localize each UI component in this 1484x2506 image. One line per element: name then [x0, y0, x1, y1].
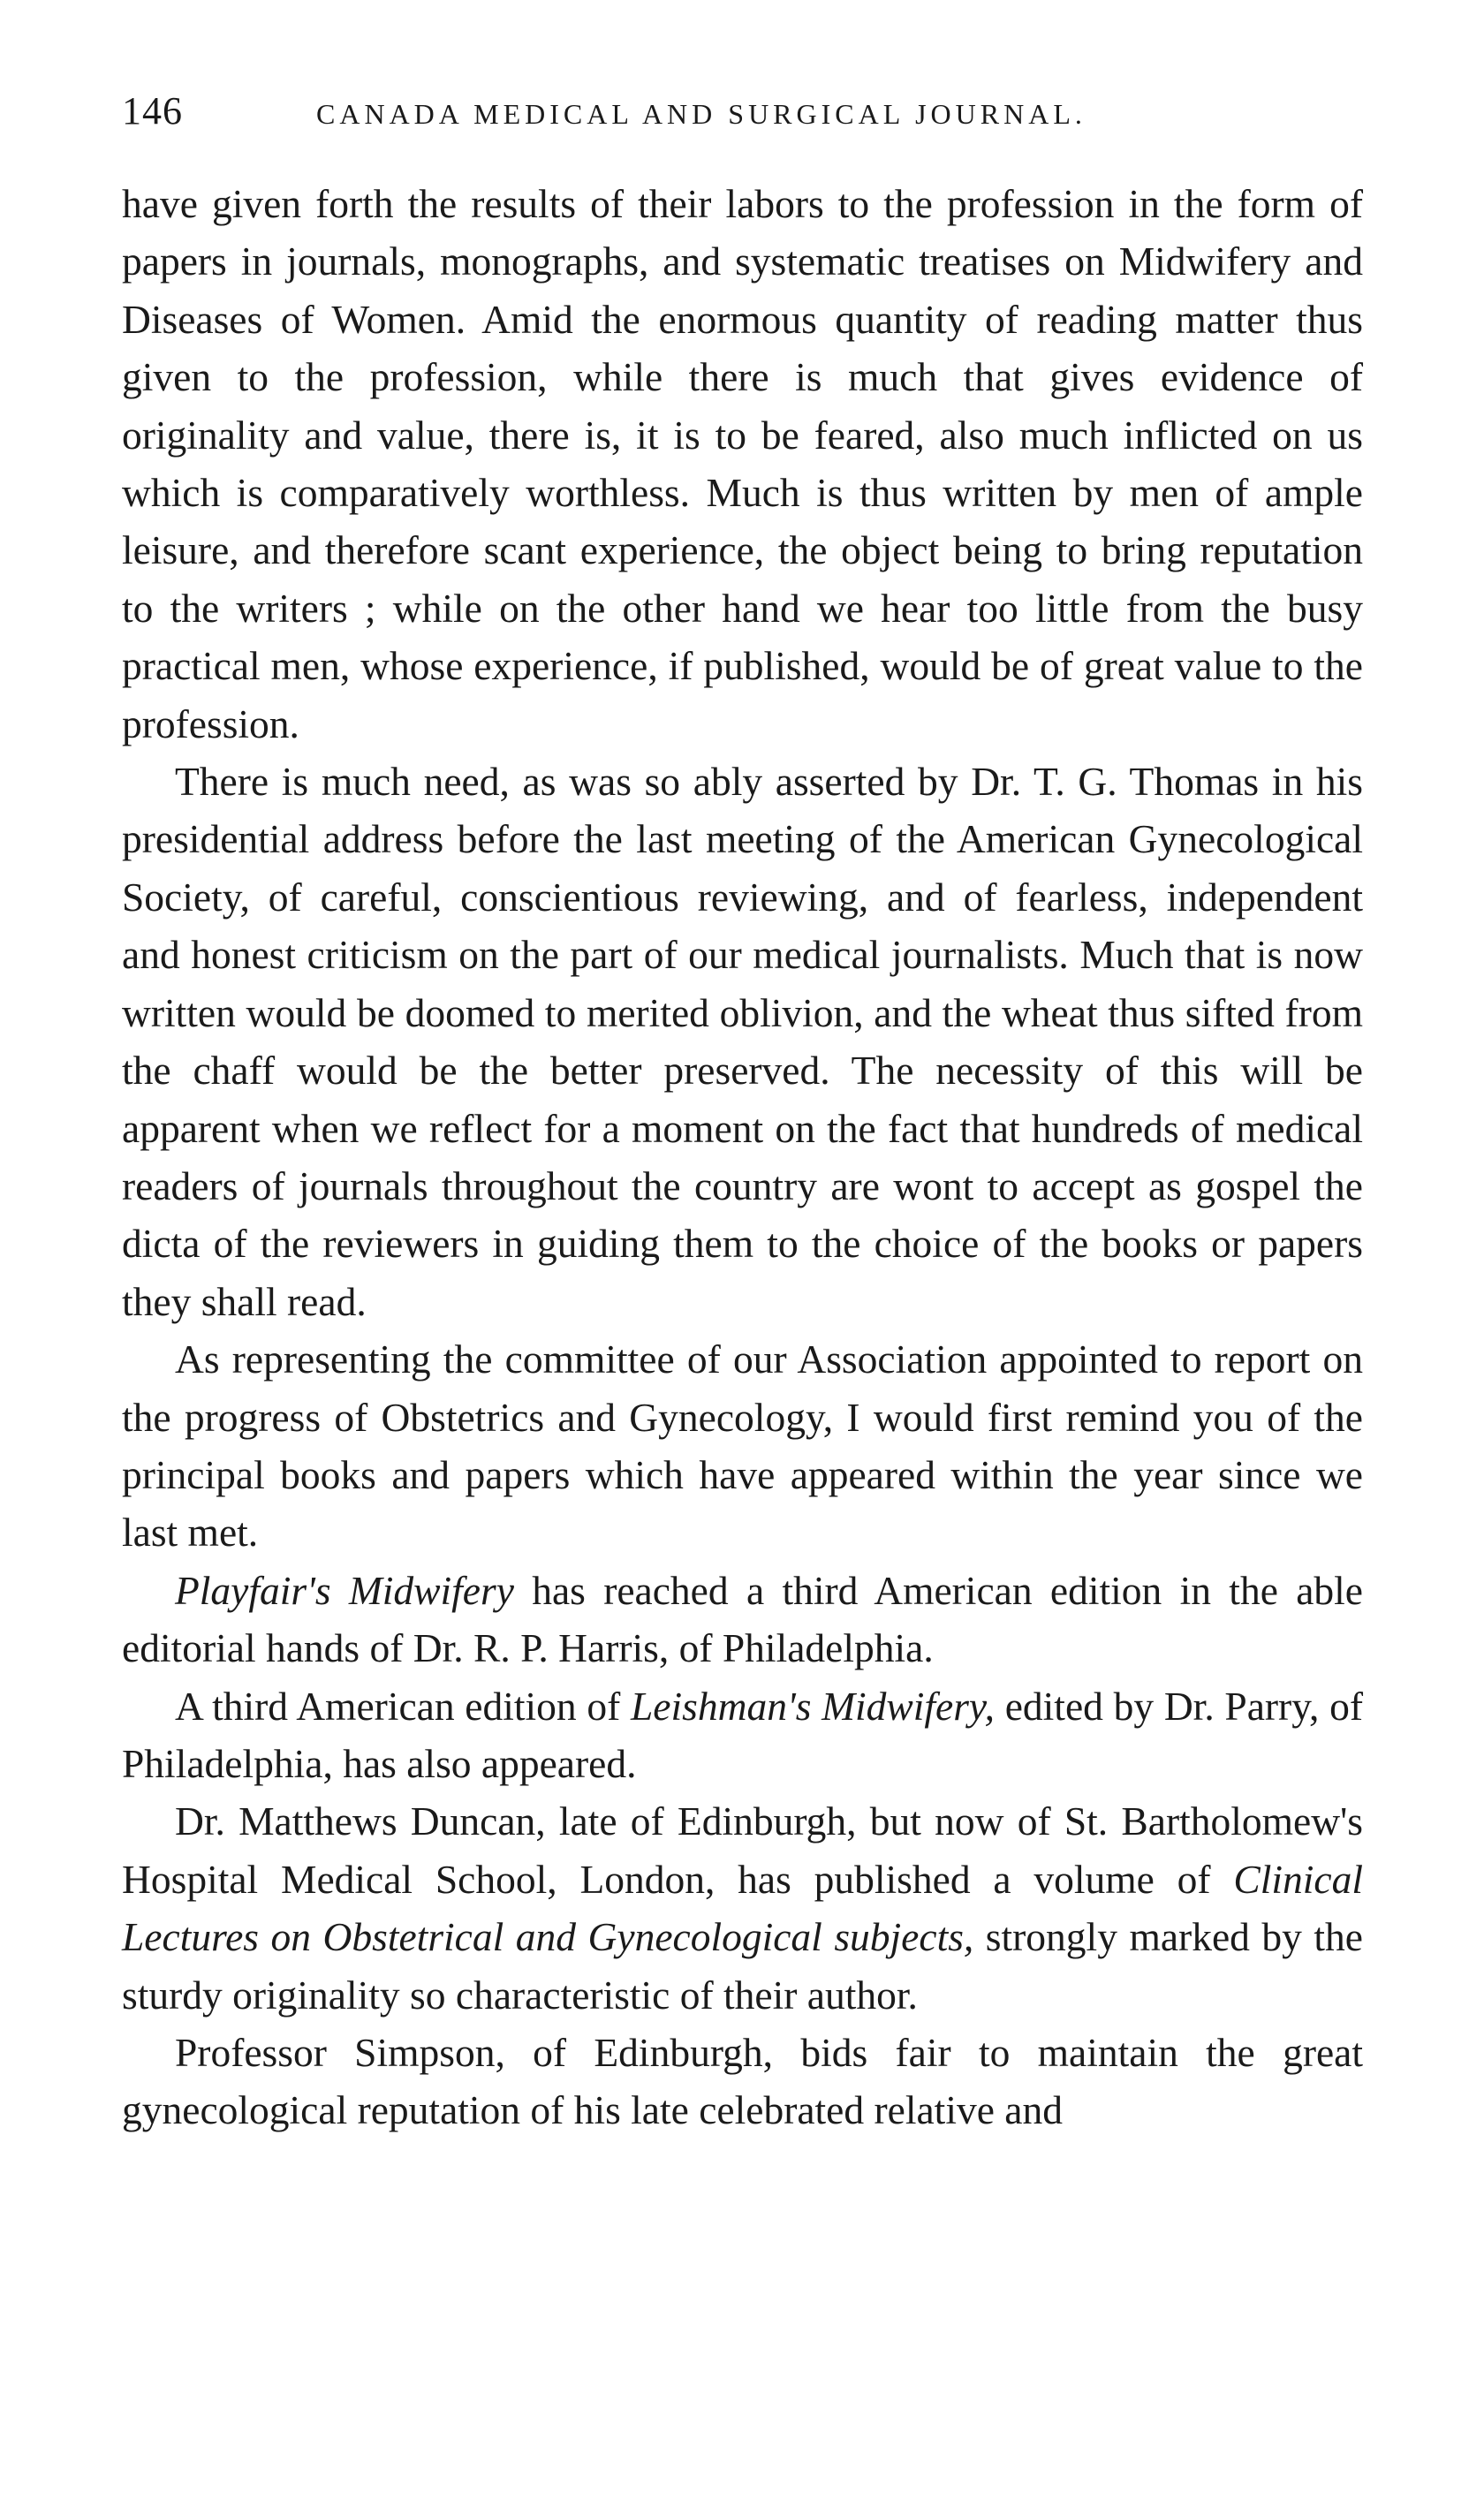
paragraph-leishman-text: edited by Dr. Parry, of Philadelphia, has also appeared.	[122, 1683, 1363, 1786]
page-number: 146	[122, 89, 183, 132]
paragraph-leishman	[122, 1677, 1363, 1793]
book-title-clinical-lectures: Clinical Lectures on Obstetrical and Gynecological subjects,	[122, 1856, 1363, 1960]
paragraph-continuation: have given forth the results of their labors to the profession in the form of papers in journals, monographs, and systematic treatises on Midwifery and Diseases of Women. Amid the enormous quantity of reading matter thus given to the profession, while there is much that gives evidence of originality and value, there is, it is to be feared, also much inflicted on us which is comparatively worthless. Much is thus written by men of ample leisure, and therefore scant experience, the object being to bring reputation to the writers ; while on the other hand we hear too little from the busy practical men, whose experience, if published, would be of great value to the profession.	[122, 181, 1363, 746]
book-title-leishman: Leishman's Midwifery,	[631, 1683, 995, 1729]
journal-title: CANADA MEDICAL AND SURGICAL JOURNAL.	[316, 98, 1086, 130]
book-title-playfair: Playfair's Midwifery	[175, 1567, 514, 1613]
paragraph-duncan-text: strongly marked by the sturdy originality so characteristic of their author.	[122, 1914, 1363, 2018]
paragraph-leishman-lead: A third American edition of	[175, 1683, 631, 1729]
paragraph-duncan	[122, 1792, 1363, 2024]
paragraph-playfair	[122, 1562, 1363, 1677]
paragraph-duncan-lead: Dr. Matthews Duncan, late of Edinburgh, but now of St. Bartholomew's Hospital Medical School, London, has published a volume of	[122, 1798, 1363, 1902]
running-head	[122, 88, 1363, 141]
paragraph-simpson: Professor Simpson, of Edinburgh, bids fair to maintain the great gynecological reputation of his late celebrated relative and	[122, 2030, 1363, 2133]
journal-page	[122, 88, 1363, 2139]
paragraph-committee-report: As representing the committee of our Association appointed to report on the progress of Obstetrics and Gynecology, I would first remind you of the principal books and papers which have appeared within the year since we last met.	[122, 1336, 1363, 1556]
paragraph-playfair-text: has reached a third American edition in the able editorial hands of Dr. R. P. Harris, of Philadelphia.	[122, 1567, 1363, 1671]
paragraph-reviewing-need: There is much need, as was so ably asserted by Dr. T. G. Thomas in his presidential address before the last meeting of the American Gynecological Society, of careful, conscientious reviewing, and of fearless, independent and honest criticism on the part of our medical journalists. Much that is now written would be doomed to merited oblivion, and the wheat thus sifted from the chaff would be the better preserved. The necessity of this will be apparent when we reflect for a moment on the fact that hundreds of medical readers of journals throughout the country are wont to accept as gospel the dicta of the reviewers in guiding them to the choice of the books or papers they shall read.	[122, 759, 1363, 1324]
